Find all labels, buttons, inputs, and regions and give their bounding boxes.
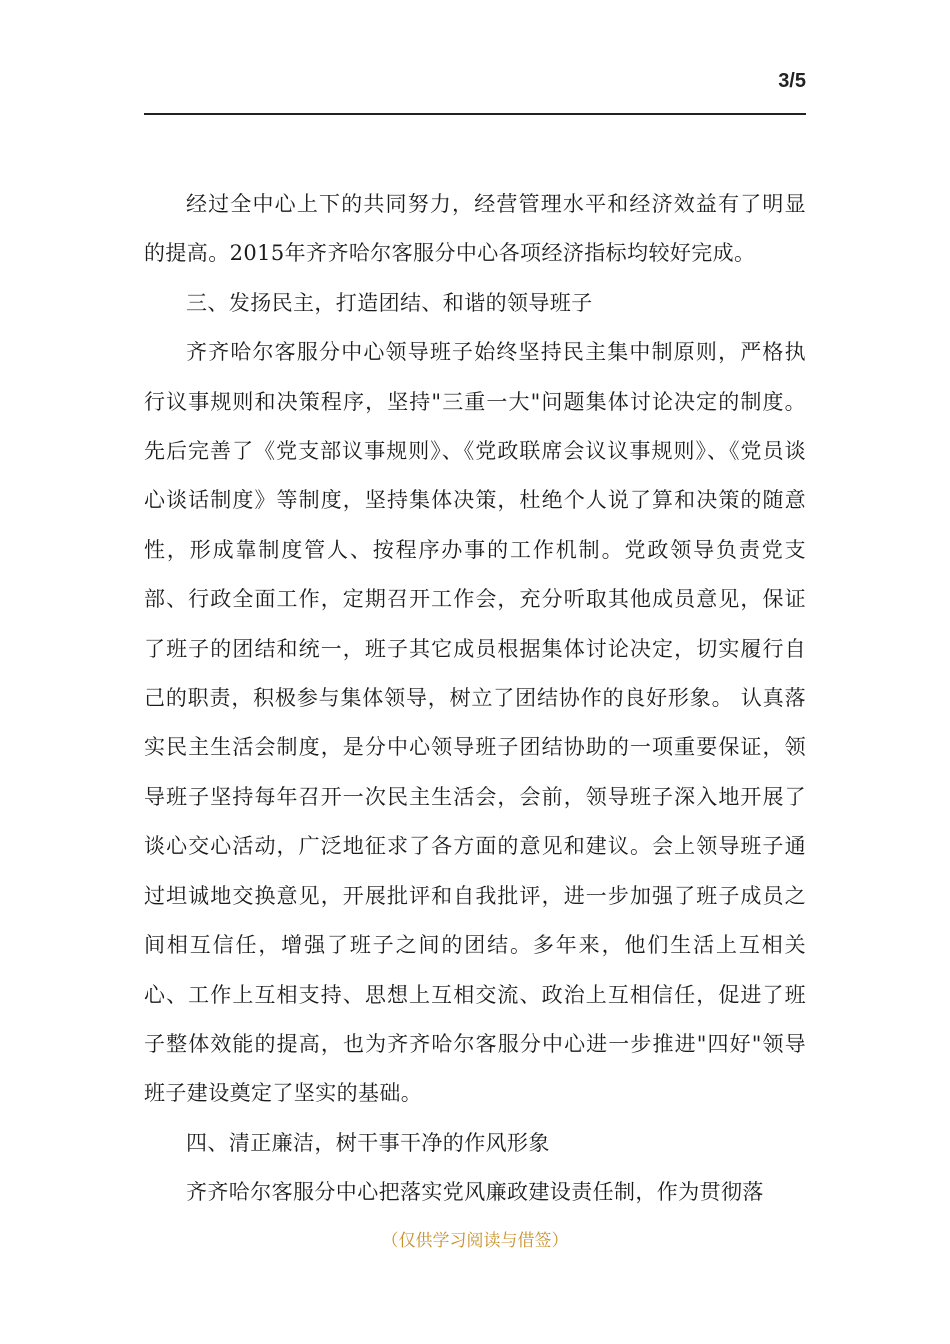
document-body: [144, 180, 806, 1218]
footer-note: （仅供学习阅读与借签）: [381, 1231, 569, 1251]
section-heading-integrity: 四、清正廉洁，树干事干净的作风形象: [186, 1130, 550, 1155]
paragraph-leadership-team: 齐齐哈尔客服分中心领导班子始终坚持民主集中制原则，严格执行议事规则和决策程序，坚持"三重一大"问题集体讨论决定的制度。先后完善了《党支部议事规则》、《党政联席会议议事规则》、《党员谈心谈话制度》等制度，坚持集体决策，杜绝个人说了算和决策的随意性，形成靠制度管人、按程序办事的工作机制。党政领导负责党支部、行政全面工作，定期召开工作会，充分听取其他成员意见，保证了班子的团结和统一，班子其它成员根据集体讨论决定，切实履行自己的职责，积极参与集体领导，树立了团结协作的良好形象。 认真落实民主生活会制度，是分中心领导班子团结协助的一项重要保证，领导班子坚持每年召开一次民主生活会，会前，领导班子深入地开展了谈心交心活动，广泛地征求了各方面的意见和建议。会上领导班子通过坦诚地交换意见，开展批评和自我批评，进一步加强了班子成员之间相互信任，增强了班子之间的团结。多年来，他们生活上互相关心、工作上互相支持、思想上互相交流、政治上互相信任，促进了班子整体效能的提高，也为齐齐哈尔客服分中心进一步推进"四好"领导班子建设奠定了坚实的基础。: [144, 340, 806, 1106]
paragraph-integrity: 齐齐哈尔客服分中心把落实党风廉政建设责任制，作为贯彻落: [186, 1180, 764, 1205]
page-number: 3/5: [778, 70, 806, 92]
header-divider: [144, 113, 806, 115]
section-heading-democracy: 三、发扬民主，打造团结、和谐的领导班子: [186, 290, 593, 315]
paragraph-economic-results: 经过全中心上下的共同努力，经营管理水平和经济效益有了明显的提高。2015年齐齐哈尔客服分中心各项经济指标均较好完成。: [144, 192, 806, 266]
